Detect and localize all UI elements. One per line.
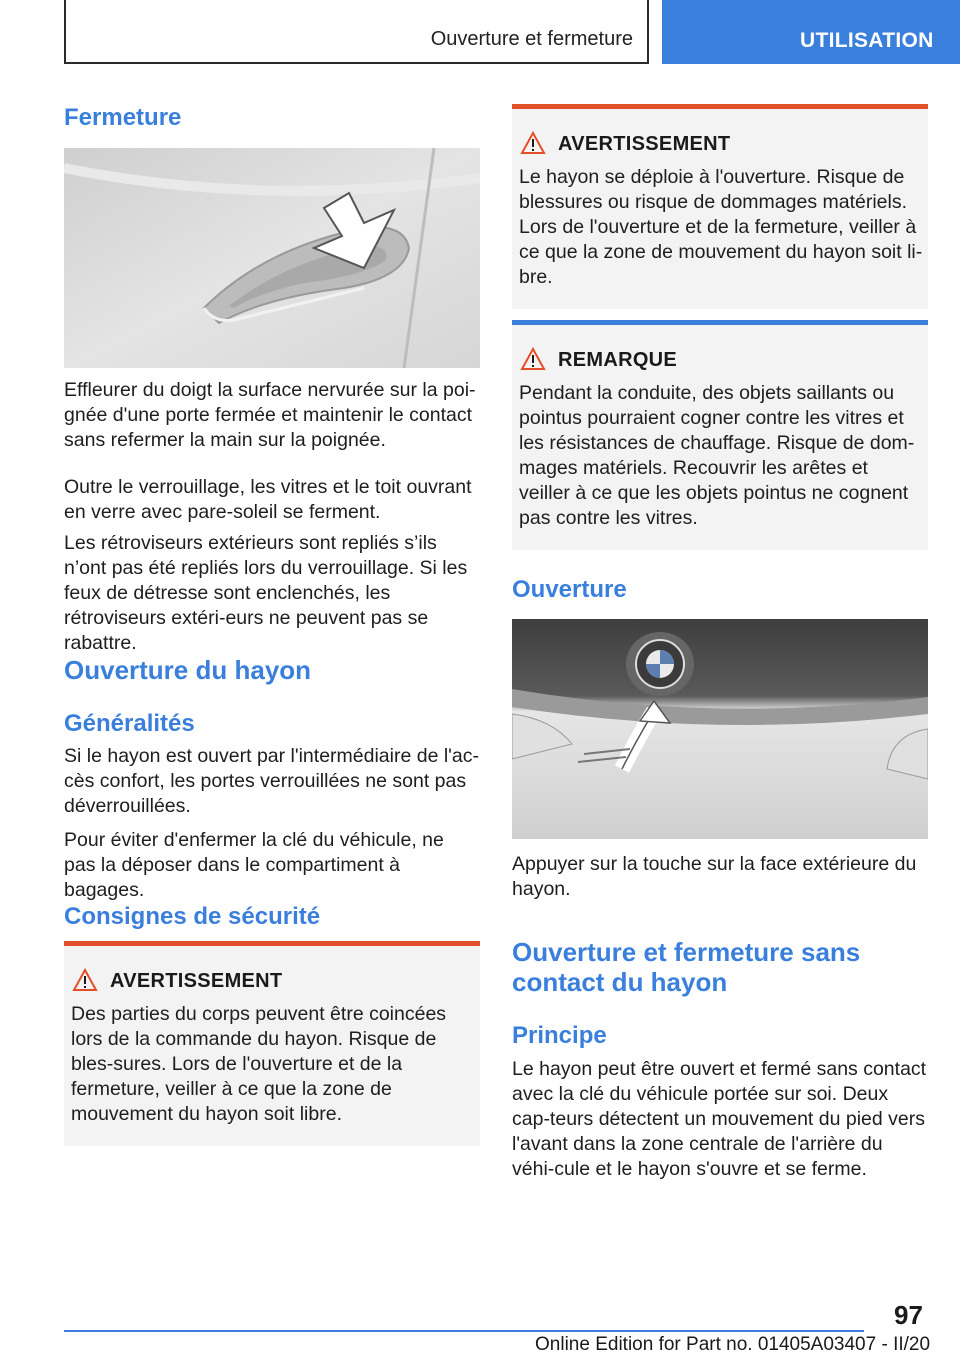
paragraph-fermeture-3: Les rétroviseurs extérieurs sont repliés s’ils n’ont pas été repliés lors du verrouillage. Si les feux de détresse sont enclenchés, les rétroviseurs extéri-eurs ne peuvent pas se rabattre. — [64, 532, 468, 654]
note-box — [512, 320, 928, 550]
warning-box-2-body: Le hayon se déploie à l'ouverture. Risque de blessures ou risque de dommages matériels. Lors de l'ouverture et de la fermeture, veiller à ce que la zone de mouvement du hayon soit li-bre. — [519, 166, 923, 288]
warning-triangle-icon — [520, 131, 546, 155]
heading-fermeture: Fermeture — [64, 104, 182, 131]
heading-sans-contact — [512, 937, 860, 997]
heading-ouverture: Ouverture — [512, 576, 627, 603]
paragraph-ouverture-1: Appuyer sur la touche sur la face extérieure du hayon. — [512, 853, 917, 900]
footer-edition: Online Edition for Part no. 01405A03407 - II/20 — [535, 1334, 931, 1355]
warning-box-2-title: AVERTISSEMENT — [558, 133, 731, 155]
warning-box-2 — [512, 104, 928, 309]
header-chapter-box — [64, 0, 649, 64]
heading-ouverture-hayon: Ouverture du hayon — [64, 655, 312, 685]
warning-box-1-body: Des parties du corps peuvent être coincées lors de la commande du hayon. Risque de bles-sures. Lors de l'ouverture et de la fermeture, veiller à ce que la zone de mouvement du hayon soit libre. — [71, 1003, 447, 1125]
paragraph-generalites-2: Pour éviter d'enfermer la clé du véhicule, ne pas la déposer dans le compartiment à bagages. — [64, 829, 444, 901]
heading-sans-contact-line2: contact du hayon — [512, 967, 728, 997]
heading-consignes: Consignes de sécurité — [64, 903, 321, 930]
note-box-title: REMARQUE — [558, 349, 678, 371]
tailgate-button-illustration — [512, 619, 928, 839]
header-section-tab — [662, 0, 960, 64]
paragraph-fermeture-1: Effleurer du doigt la surface nervurée sur la poi-gnée d'une porte fermée et maintenir le contact sans refermer la main sur la poignée. — [64, 379, 476, 451]
heading-principe: Principe — [512, 1022, 607, 1049]
footer-rule — [64, 1330, 864, 1332]
warning-box-1 — [64, 941, 480, 1146]
heading-generalites: Généralités — [64, 710, 195, 737]
page-number: 97 — [894, 1300, 923, 1330]
header-section-title: UTILISATION — [800, 29, 934, 52]
paragraph-principe-1: Le hayon peut être ouvert et fermé sans contact avec la clé du véhicule portée sur soi. Deux cap-teurs détectent un mouvement du pied vers l'avant dans la zone centrale de l'arrière du véhi-cule et le hayon s'ouvre et se ferme. — [512, 1058, 927, 1180]
paragraph-generalites-1: Si le hayon est ouvert par l'intermédiaire de l'ac-cès confort, les portes verrouillées ne sont pas déverrouillées. — [64, 745, 479, 817]
warning-triangle-icon — [72, 968, 98, 992]
warning-triangle-icon — [520, 347, 546, 371]
door-handle-illustration — [64, 148, 480, 368]
paragraph-fermeture-2: Outre le verrouillage, les vitres et le toit ouvrant en verre avec pare-soleil se ferment. — [64, 476, 472, 523]
warning-box-1-title: AVERTISSEMENT — [110, 970, 283, 992]
header-chapter-title: Ouverture et fermeture — [430, 28, 633, 50]
heading-sans-contact-line1: Ouverture et fermeture sans — [512, 937, 861, 967]
note-box-body: Pendant la conduite, des objets saillants ou pointus pourraient cogner contre les vitres et les résistances de chauffage. Risque de dom-mages matériels. Recouvrir les arêtes et veiller à ce que les objets pointus ne cognent pas contre les vitres. — [519, 382, 915, 529]
